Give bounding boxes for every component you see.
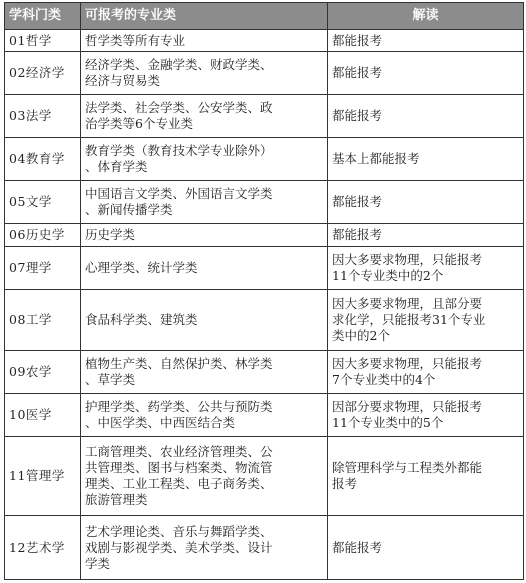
note-line: 都能报考 — [332, 32, 383, 48]
header-note: 解读 — [328, 3, 524, 30]
note-line: 除管理科学与工程类外都能 — [332, 460, 483, 476]
note-cell — [328, 30, 524, 52]
majors-line: 经济与贸易类 — [85, 73, 161, 89]
header-row — [5, 3, 524, 30]
majors-cell — [81, 436, 328, 516]
category-cell: 03法学 — [5, 95, 81, 138]
category-cell: 11管理学 — [5, 436, 81, 516]
table-row — [5, 224, 524, 246]
note-line: 类中的2个 — [332, 327, 390, 343]
category-cell: 09农学 — [5, 350, 81, 393]
majors-line: 共管理类、图书与档案类、物流管 — [85, 460, 273, 476]
note-line: 都能报考 — [332, 65, 383, 81]
note-line: 7个专业类中的4个 — [332, 371, 436, 387]
note-cell — [328, 181, 524, 224]
majors-line: 理类、工业工程类、电子商务类、 — [85, 476, 273, 492]
note-cell — [328, 436, 524, 516]
note-cell — [328, 289, 524, 350]
majors-line: 、新闻传播学类 — [85, 202, 173, 218]
note-cell — [328, 246, 524, 289]
majors-cell — [81, 350, 328, 393]
note-line: 都能报考 — [332, 108, 383, 124]
note-cell — [328, 516, 524, 580]
note-line: 都能报考 — [332, 539, 383, 555]
table-row — [5, 95, 524, 138]
majors-line: 心理学类、统计学类 — [85, 259, 198, 275]
majors-line: 艺术学理论类、音乐与舞蹈学类、 — [85, 523, 273, 539]
majors-cell — [81, 30, 328, 52]
category-cell: 10医学 — [5, 393, 81, 436]
majors-cell — [81, 181, 328, 224]
category-cell: 02经济学 — [5, 52, 81, 95]
majors-line: 食品科学类、建筑类 — [85, 311, 198, 327]
table-row — [5, 289, 524, 350]
table-body — [5, 30, 524, 580]
majors-line: 、中医学类、中西医结合类 — [85, 414, 236, 430]
majors-line: 戏剧与影视学类、美术学类、设计 — [85, 539, 273, 555]
majors-line: 历史学类 — [85, 226, 136, 242]
note-cell — [328, 95, 524, 138]
note-line: 报考 — [332, 476, 358, 492]
note-line: 11个专业类中的5个 — [332, 414, 444, 430]
note-line: 因大多要求物理，且部分要 — [332, 295, 483, 311]
majors-line: 教育学类（教育技术学专业除外） — [85, 143, 273, 159]
note-cell — [328, 350, 524, 393]
category-cell: 05文学 — [5, 181, 81, 224]
header-majors: 可报考的专业类 — [81, 3, 328, 30]
majors-line: 旅游管理类 — [85, 492, 148, 508]
note-cell — [328, 393, 524, 436]
majors-line: 中国语言文学类、外国语言文学类 — [85, 186, 273, 202]
header-category: 学科门类 — [5, 3, 81, 30]
note-cell — [328, 224, 524, 246]
majors-cell — [81, 52, 328, 95]
majors-cell — [81, 393, 328, 436]
table-row — [5, 30, 524, 52]
note-line: 基本上都能报考 — [332, 151, 420, 167]
table-row — [5, 52, 524, 95]
table-row — [5, 516, 524, 580]
table-row — [5, 350, 524, 393]
majors-line: 法学类、社会学类、公安学类、政 — [85, 100, 273, 116]
category-cell: 06历史学 — [5, 224, 81, 246]
majors-line: 治学类等6个专业类 — [85, 116, 193, 132]
note-line: 11个专业类中的2个 — [332, 267, 444, 283]
note-line: 求化学，只能报考31个专业 — [332, 311, 486, 327]
table-row — [5, 138, 524, 181]
category-cell: 07理学 — [5, 246, 81, 289]
majors-cell — [81, 224, 328, 246]
majors-cell — [81, 138, 328, 181]
note-line: 都能报考 — [332, 226, 383, 242]
category-cell: 01哲学 — [5, 30, 81, 52]
majors-line: 、草学类 — [85, 371, 136, 387]
majors-line: 护理学类、药学类、公共与预防类 — [85, 398, 273, 414]
category-cell: 12艺术学 — [5, 516, 81, 580]
majors-line: 经济学类、金融学类、财政学类、 — [85, 57, 273, 73]
table-row — [5, 246, 524, 289]
majors-line: 学类 — [85, 555, 111, 571]
majors-cell — [81, 516, 328, 580]
majors-line: 植物生产类、自然保护类、林学类 — [85, 355, 273, 371]
majors-cell — [81, 246, 328, 289]
majors-line: 工商管理类、农业经济管理类、公 — [85, 444, 273, 460]
note-cell — [328, 52, 524, 95]
note-cell — [328, 138, 524, 181]
table-row — [5, 393, 524, 436]
major-requirements-table — [4, 2, 524, 580]
majors-cell — [81, 289, 328, 350]
category-cell: 08工学 — [5, 289, 81, 350]
table-row — [5, 436, 524, 516]
note-line: 因大多要求物理，只能报考 — [332, 355, 483, 371]
note-line: 都能报考 — [332, 194, 383, 210]
table-row — [5, 181, 524, 224]
note-line: 因大多要求物理，只能报考 — [332, 251, 483, 267]
majors-line: 、体育学类 — [85, 159, 148, 175]
category-cell: 04教育学 — [5, 138, 81, 181]
majors-cell — [81, 95, 328, 138]
majors-line: 哲学类等所有专业 — [85, 32, 186, 48]
note-line: 因部分要求物理，只能报考 — [332, 398, 483, 414]
